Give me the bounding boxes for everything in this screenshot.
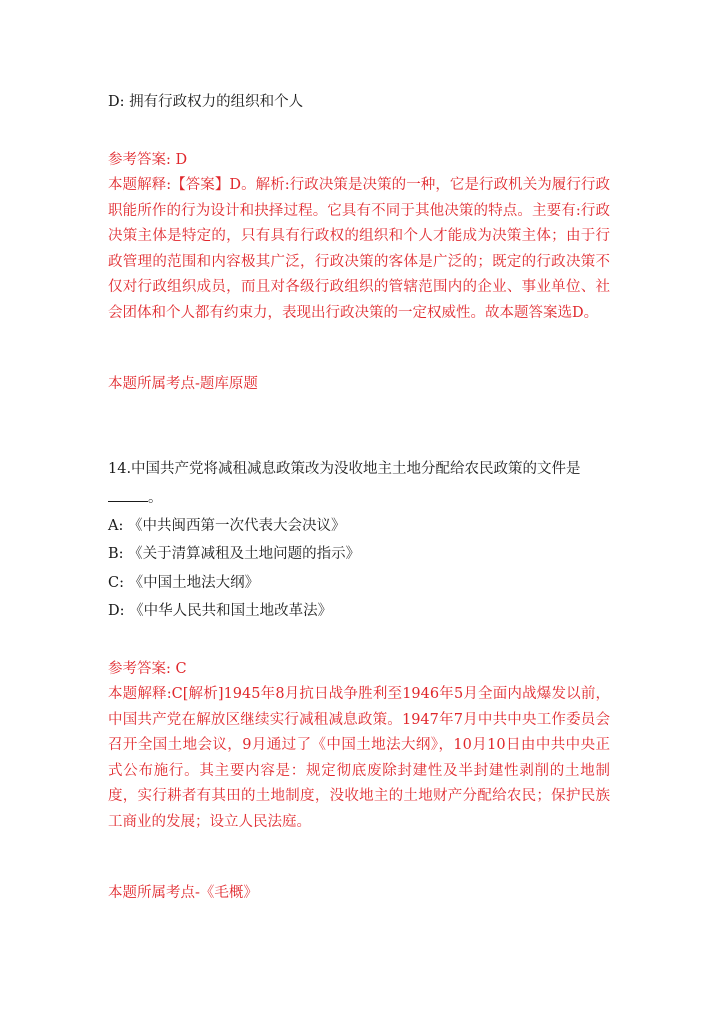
q14-option-d: D: 《中华人民共和国土地改革法》: [108, 603, 333, 619]
q14-question-end: 。: [148, 490, 163, 506]
q14-answer: 参考答案: C: [108, 661, 187, 677]
q13-source: 本题所属考点-题库原题: [108, 376, 258, 392]
q14-option-c: C: 《中国土地法大纲》: [108, 575, 260, 591]
q14-source: 本题所属考点-《毛概》: [108, 885, 258, 901]
q13-explanation: 本题解释:【答案】D。解析:行政决策是决策的一种，它是行政机关为履行行政职能所作的行为设计和抉择过程。它具有不同于其他决策的特点。主要有:行政决策主体是特定的，只有具有行政权的组织和个人才能成为决策主体；由于行政管理的范围和内容极其广泛，行政决策的客体是广泛的；既定的行政决策不仅对行政组织成员，而且对各级行政组织的管辖范围内的企业、事业单位、社会团体和个人都有约束力，表现出行政决策的一定权威性。故本题答案选D。: [108, 177, 610, 321]
answer-blank: [108, 487, 148, 502]
q14-option-a: A: 《中共闽西第一次代表大会决议》: [108, 518, 346, 534]
q14-option-b: B: 《关于清算减租及土地问题的指示》: [108, 546, 361, 562]
q13-answer: 参考答案: D: [108, 152, 188, 168]
q14-question-blank-line: [108, 487, 618, 508]
q14-question: 14.中国共产党将减租减息政策改为没收地主土地分配给农民政策的文件是: [108, 461, 581, 477]
q13-option-d: D: 拥有行政权力的组织和个人: [108, 94, 304, 110]
q14-explanation: 本题解释:C[解析]1945年8月抗日战争胜利至1946年5月全面内战爆发以前，中国共产党在解放区继续实行减租减息政策。1947年7月中共中央工作委员会召开全国土地会议，9月通过了《中国土地法大纲》，10月10日由中共中央正式公布施行。其主要内容是：规定彻底废除封建性及半封建性剥削的土地制度，实行耕者有其田的土地制度，没收地主的土地财产分配给农民；保护民族工商业的发展；设立人民法庭。: [108, 686, 610, 830]
